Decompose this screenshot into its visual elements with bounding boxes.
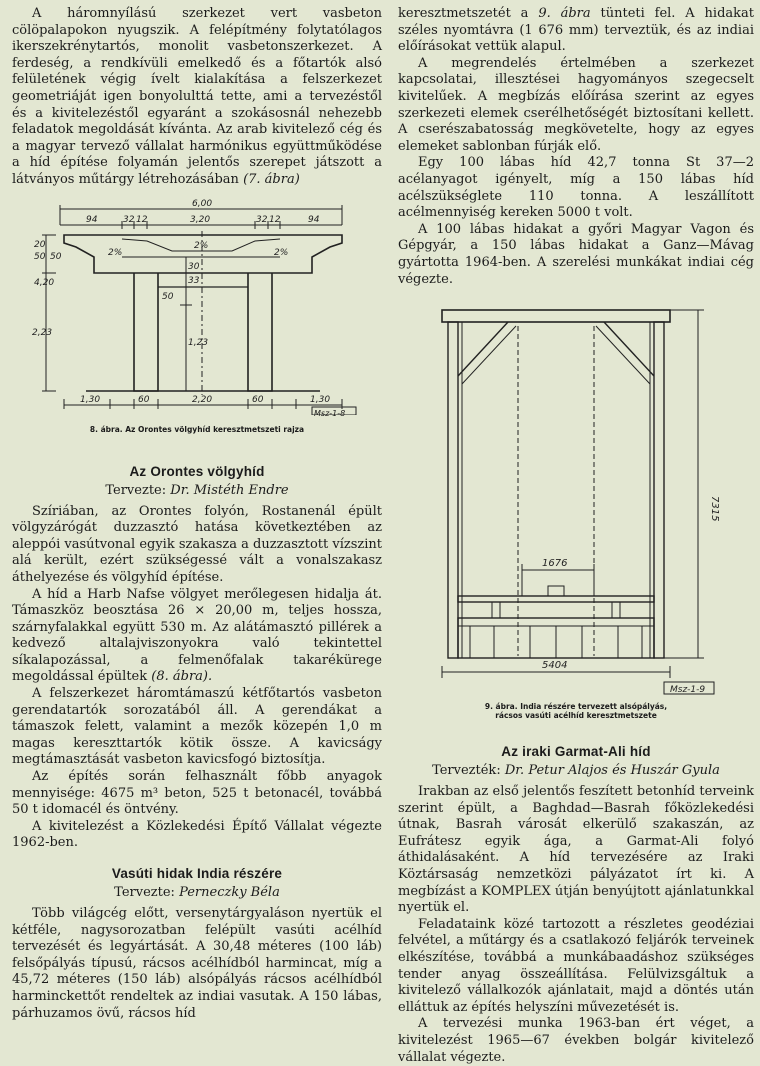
orontes-cross-section-drawing <box>12 195 382 415</box>
section-orontes <box>12 464 382 852</box>
india-truss-cross-section-drawing <box>398 296 754 696</box>
paragraph: A kivitelezést a Közlekedési Építő Vállalat végezte 1962-ben. <box>12 818 382 851</box>
paragraph: Feladataink közé tartozott a részletes geodéziai felvétel, a műtárgy és a csatlakozó feljárók terveinek elkészítése, továbbá a munkábaadáshoz szükséges tender anyag összeállítása. Felülvizsgáltuk a kivitelező vállalkozók ajánlatait, majd a döntés után elláttuk az építés helyszíni művezetését is. <box>398 916 754 1015</box>
dim-label: 1,30 <box>80 394 101 405</box>
paragraph: Több világcég előtt, versenytárgyaláson nyertük el kétféle, nagysorozatban felépült vasúti acélhíd tervezését és legyártását. A 30,48 méteres (100 láb) felsőpályás típusú, rácsos acélhídból harmincat, míg a 45,72 méteres (150 láb) alsópályás rácsos acélhídból harminckettőt rendeltek az indiai vasutak. A 150 lábas, párhuzamos övű, rácsos híd <box>12 906 382 1021</box>
figure-reference: (8. ábra). <box>151 669 213 685</box>
right-column <box>398 0 754 1066</box>
slope-label: 2% <box>108 247 123 258</box>
dim-label: 5404 <box>542 660 568 672</box>
drawing-stamp: Msz-1-9 <box>670 685 706 696</box>
paragraph: A tervezési munka 1963-ban ért véget, a kivitelezést 1965—67 években bolgár kivitelező vállalat végezte. <box>398 1016 754 1065</box>
dim-label: 2,20 <box>192 394 213 405</box>
dim-label: 33 <box>188 275 200 286</box>
slope-label: 2% <box>194 240 209 251</box>
section-title: Vasúti hidak India részére <box>111 866 283 881</box>
left-column <box>12 0 382 1022</box>
dim-total-width: 6,00 <box>192 198 213 209</box>
dim-label: 50 <box>50 251 62 262</box>
dim-label: 94 <box>308 214 320 225</box>
designer-line: Tervezte: Perneczky Béla <box>114 885 280 900</box>
dim-label: 7315 <box>709 496 720 522</box>
intro-paragraph: A háromnyílású szerkezet vert vasbeton cölöpalapokon nyugszik. A felépítmény folytatólagos ikerszekrénytartós, monolit vasbetonszerkezet. A ferdeség, a rendkívüli emelkedő és a főtartók alsó felületének végig ívelt kialakítása a felszerkezet geometriáját igen bonyolulttá tette, ami a tervezéstől és a kivitelezéstől egyaránt a szokásosnál nehezebb feladatok megoldását kívánta. Az arab kivitelező cég és a magyar tervező vállalat harmónikus együttműködése a híd építése folyamán jelentős szerepet játszott a látványos műtárgy létrehozásában (7. ábra) <box>12 6 382 187</box>
designer-line: Tervezték: Dr. Petur Alajos és Huszár Gyula <box>432 763 720 779</box>
dim-label: 30 <box>188 261 200 272</box>
dim-label: 1676 <box>542 558 568 570</box>
dim-label: 60 <box>252 394 264 405</box>
designer-name: Dr. Mistéth Endre <box>170 482 289 498</box>
dim-label: 2,23 <box>32 327 53 338</box>
paragraph: Egy 100 lábas híd 42,7 tonna St 37—2 acélanyagot igényelt, míg a 150 lábas híd acélszükséglete 110 tonna. A leszállított acélmennyiség kereken 5000 t volt. <box>398 155 754 221</box>
paragraph: keresztmetszetét a 9. ábra tünteti fel. A hidakat széles nyomtávra (1 676 mm) terveztük, és az indiai előírásokat vettük alapul. <box>398 6 754 55</box>
figure-8-caption: 8. ábra. Az Orontes völgyhíd keresztmetszeti rajza <box>89 424 305 434</box>
section-india <box>12 866 382 1022</box>
dim-label: 60 <box>138 394 150 405</box>
figure-9-caption-line-1: 9. ábra. India részére tervezett alsópályás, <box>484 702 668 712</box>
dim-label: 94 <box>86 214 98 225</box>
dim-label: 20 <box>34 239 46 250</box>
paragraph: A megrendelés értelmében a szerkezet kapcsolatai, illesztései hagyományos szegecselt kivitelűek. A megbízás előírása szerint az egyes szerkezeti elemek cserélhetőségét biztosítani kellett. A cserészabatosság megkövetelte, hogy az egyes elemeket sablonban fúrják elő. <box>398 55 754 154</box>
paragraph: Irakban az első jelentős feszített betonhíd terveink szerint épült, a Baghdad—Basrah főközlekedési útnak, Basrah városát elkerülő szakaszán, az Eufrátesz egyik ága, a Garmat-Ali folyó áthidalásaként. A híd tervezésére az Iraki Köztársaság nemzetközi pályázatot írt ki. A megbízást a KOMPLEX útján benyújtott ajánlatunkkal nyertük el. <box>398 784 755 916</box>
dim-label: 50 <box>162 291 174 302</box>
figure-9 <box>398 296 754 720</box>
drawing-stamp: Msz-1-8 <box>314 408 346 418</box>
paragraph: Az építés során felhasznált főbb anyagok mennyisége: 4675 m³ beton, 525 t betonacél, továbbá 50 t idomacél és öntvény. <box>12 769 382 818</box>
dim-label: 32 <box>123 214 135 225</box>
section-title: Az Orontes völgyhíd <box>129 463 265 479</box>
dim-label: 4,20 <box>34 277 55 288</box>
paragraph: A híd a Harb Nafse völgyet merőlegesen hidalja át. Támaszköz beosztása 26 × 20,00 m, teljes hossza, szárnyfalakkal együtt 530 m. Az alátámasztó pillérek a kedvező altalajviszonyokra való tekintettel síkalapozással, a felmenőfalak takarékürege megoldással épültek (8. ábra). <box>12 586 382 685</box>
dim-label: 12 <box>269 214 281 225</box>
section-title: Az iraki Garmat-Ali híd <box>501 744 651 760</box>
figure-reference: (7. ábra) <box>243 171 300 187</box>
paragraph: A 100 lábas hidakat a győri Magyar Vagon és Gépgyár, a 150 lábas hidakat a Ganz—Mávag gyártotta 1964-ben. A szerelési munkákat indiai cég végezte. <box>398 221 754 287</box>
figure-8 <box>12 195 382 434</box>
figure-9-caption-line-2: rácsos vasúti acélhíd keresztmetszete <box>495 711 657 721</box>
dim-label: 50 <box>34 251 46 262</box>
designer-line: Tervezte: Dr. Mistéth Endre <box>105 482 289 498</box>
section-garmat-ali <box>398 744 754 1066</box>
dim-label: 1,30 <box>310 394 331 405</box>
designer-name: Perneczky Béla <box>179 885 280 900</box>
figure-reference: 9. ábra <box>538 6 591 21</box>
dim-label: 32 <box>256 214 268 225</box>
paragraph: A felszerkezet háromtámaszú kétfőtartós vasbeton gerendatartók sorozatából áll. A gerendákat a támaszok felett, valamint a mezők közepén 1,0 m magas kereszttartók kötik össze. A kavicságy megtámasztását vasbeton kavicsfogó biztosítja. <box>12 686 382 768</box>
paragraph: Szíriában, az Orontes folyón, Rostanenál épült völgyzárógát duzzasztó hatása következtében az aleppói vasútvonal egyik szakasza a duzzasztott vízszint alá került, ezért szükségessé vált a vonalszakasz áthelyezése és völgyhíd építése. <box>12 503 382 585</box>
dim-label: 12 <box>136 214 148 225</box>
dim-label: 1,23 <box>188 337 209 348</box>
designer-name: Dr. Petur Alajos és Huszár Gyula <box>504 763 720 779</box>
dim-label: 3,20 <box>190 214 211 225</box>
slope-label: 2% <box>274 247 289 258</box>
